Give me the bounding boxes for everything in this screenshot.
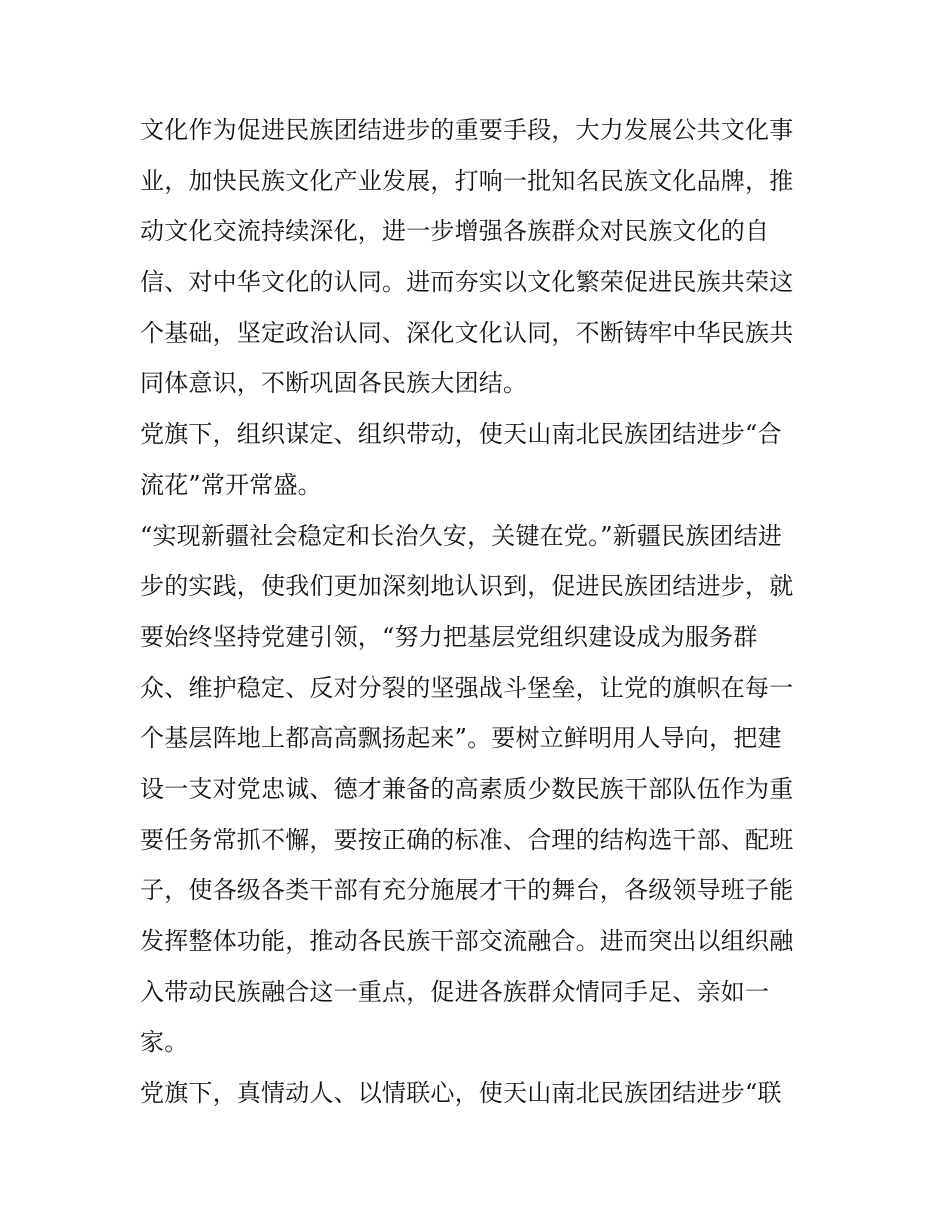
text-line: 步的实践，使我们更加深刻地认识到，促进民族团结进步，就 [140,572,794,601]
text-line: 要任务常抓不懈，要按正确的标准、合理的结构选干部、配班 [140,825,794,854]
text-line: 党旗下，真情动人、以情联心，使天山南北民族团结进步“联 [140,1079,782,1108]
text-line: 业，加快民族文化产业发展，打响一批知名民族文化品牌，推 [140,166,794,195]
text-line: 要始终坚持党建引领，“努力把基层党组织建设成为服务群 [140,622,758,651]
body-text [140,105,820,1119]
text-line: “实现新疆社会稳定和长治久安，关键在党。”新疆民族团结进 [140,521,783,550]
text-line: 家。 [140,1028,189,1057]
text-line: 入带动民族融合这一重点，促进各族群众情同手足、亲如一 [140,977,770,1006]
text-line: 设一支对党忠诚、德才兼备的高素质少数民族干部队伍作为重 [140,774,794,803]
text-line: 子，使各级各类干部有充分施展才干的舞台，各级领导班子能 [140,876,794,905]
text-line: 个基础，坚定政治认同、深化文化认同，不断铸牢中华民族共 [140,318,794,347]
text-line: 动文化交流持续深化，进一步增强各族群众对民族文化的自 [140,217,770,246]
text-line: 流花”常开常盛。 [140,470,322,499]
text-line: 党旗下，组织谋定、组织带动，使天山南北民族团结进步“合 [140,420,782,449]
text-line: 众、维护稳定、反对分裂的坚强战斗堡垒，让党的旗帜在每一 [140,673,794,702]
text-line: 发挥整体功能，推动各民族干部交流融合。进而突出以组织融 [140,927,794,955]
text-line: 个基层阵地上都高高飘扬起来”。要树立鲜明用人导向，把建 [140,724,782,753]
text-line: 同体意识，不断巩固各民族大团结。 [140,369,528,398]
text-line: 文化作为促进民族团结进步的重要手段，大力发展公共文化事 [140,116,794,144]
text-line: 信、对中华文化的认同。进而夯实以文化繁荣促进民族共荣这 [140,268,794,297]
